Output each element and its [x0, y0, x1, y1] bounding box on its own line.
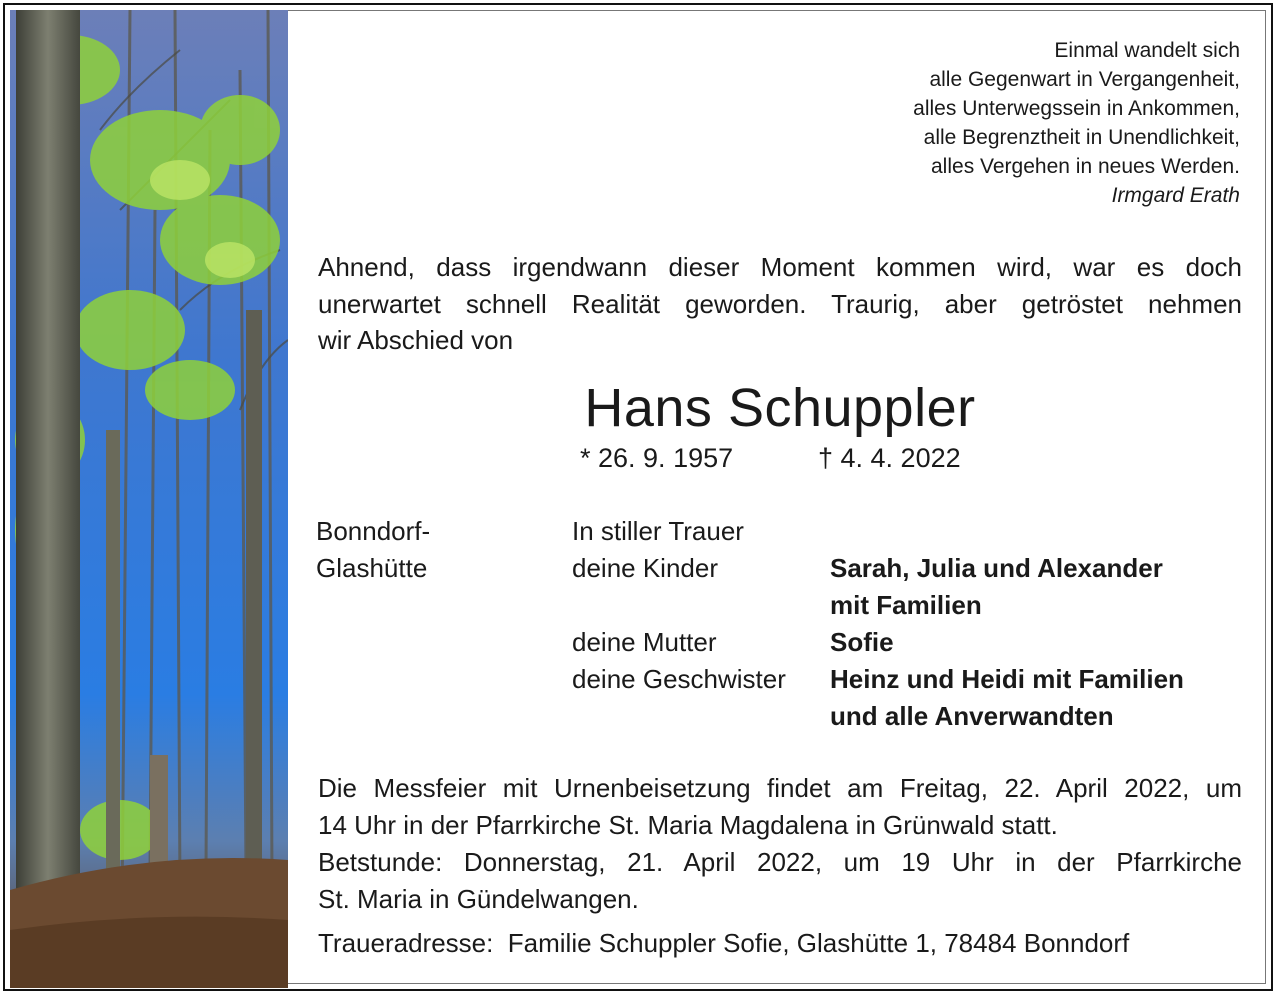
service-line: St. Maria in Gündelwangen. [318, 884, 639, 914]
mourner-names: Heinz und Heidi mit Familien [830, 664, 1184, 694]
intro-line: Ahnend, dass irgendwann dieser Moment kommen wird, war es doch [318, 252, 1242, 282]
mourner-relation: deine Kinder [572, 553, 718, 583]
death-date: † 4. 4. 2022 [818, 443, 961, 473]
poem-line: alles Vergehen in neues Werden. [931, 155, 1240, 178]
service-line: 14 Uhr in der Pfarrkirche St. Maria Magdalena in Grünwald statt. [318, 810, 1058, 840]
mourner-relation: deine Mutter [572, 627, 717, 657]
service-line: Die Messfeier mit Urnenbeisetzung findet am Freitag, 22. April 2022, um [318, 773, 1242, 803]
mourners-heading: In stiller Trauer [572, 516, 744, 546]
deceased-name: Hans Schuppler [584, 378, 976, 438]
mourning-address: Traueradresse: Familie Schuppler Sofie, Glashütte 1, 78484 Bonndorf [318, 928, 1130, 958]
poem-author: Irmgard Erath [1111, 184, 1240, 207]
forest-photo [10, 10, 288, 988]
service-line: Betstunde: Donnerstag, 21. April 2022, um 19 Uhr in der Pfarrkirche [318, 847, 1242, 877]
poem-line: Einmal wandelt sich [1054, 39, 1240, 62]
poem-line: alle Begrenztheit in Unendlichkeit, [923, 126, 1240, 149]
place-block [316, 513, 430, 587]
mourner-names: Sarah, Julia und Alexander [830, 553, 1163, 583]
mourner-names: und alle Anverwandten [830, 701, 1114, 731]
birth-date: * 26. 9. 1957 [580, 443, 734, 473]
intro-line: unerwartet schnell Realität geworden. Traurig, aber getröstet nehmen [318, 288, 1242, 319]
poem-line: alle Gegenwart in Vergangenheit, [929, 68, 1240, 91]
intro-line: wir Abschied von [318, 325, 514, 355]
forest-illustration [10, 10, 288, 988]
mourner-names: Sofie [830, 627, 894, 657]
place-line: Bonndorf- [316, 516, 431, 546]
mourner-relation: deine Geschwister [572, 664, 786, 694]
place-line: Glashütte [316, 553, 428, 583]
mourner-names: mit Familien [830, 590, 982, 620]
service-info [318, 770, 1242, 918]
intro-paragraph [318, 249, 1242, 359]
poem-block [720, 36, 1240, 210]
poem-line: alles Unterwegssein in Ankommen, [913, 97, 1240, 120]
life-dates [580, 440, 961, 476]
